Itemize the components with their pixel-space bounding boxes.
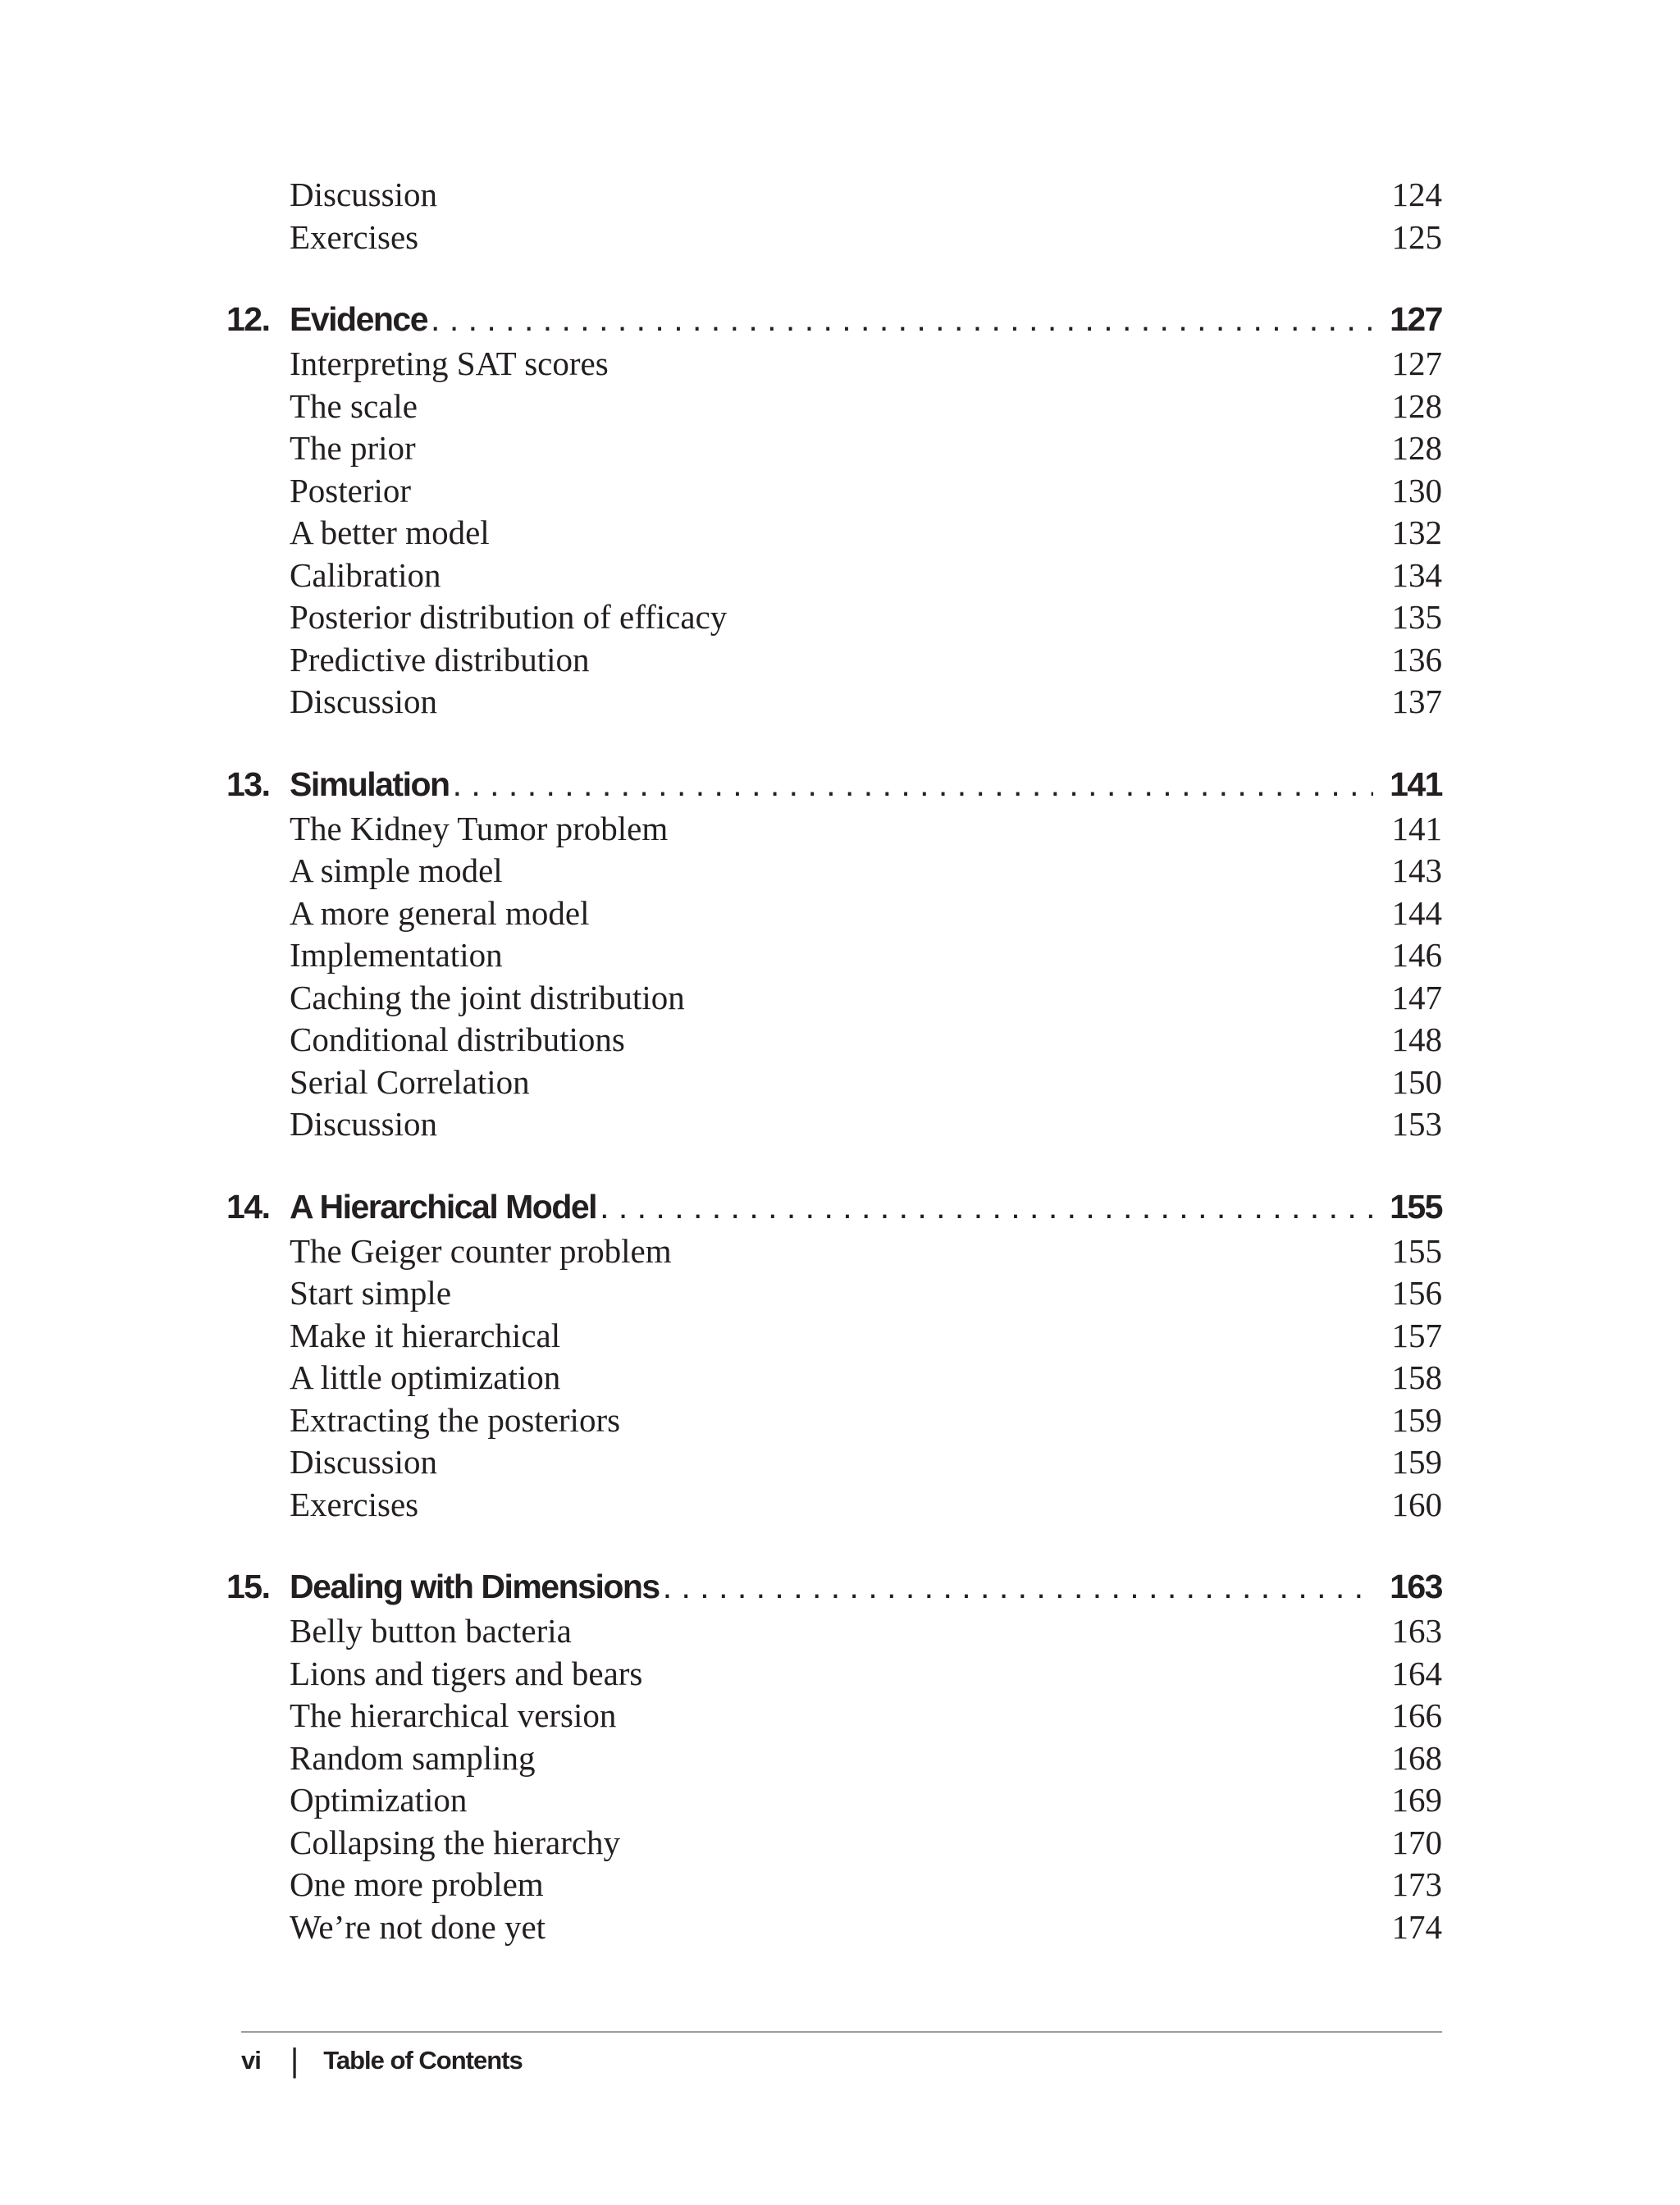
chapter-group <box>226 1183 1442 1527</box>
section-page-number: 147 <box>1391 978 1442 1016</box>
section-title: Serial Correlation <box>290 1062 530 1101</box>
toc-section-entry[interactable] <box>226 427 1442 470</box>
section-title: Posterior <box>290 471 412 509</box>
toc-chapter-entry[interactable] <box>226 295 1442 343</box>
section-title: We’re not done yet <box>290 1907 546 1946</box>
chapter-number: 14. <box>226 1187 270 1226</box>
toc-chapter-entry[interactable] <box>226 1563 1442 1610</box>
section-title: The scale <box>290 386 418 425</box>
chapter-title: Simulation <box>290 765 450 803</box>
section-title: Optimization <box>290 1781 468 1819</box>
chapter-page-number: 127 <box>1390 300 1442 338</box>
section-page-number: 155 <box>1391 1231 1442 1270</box>
toc-section-entry[interactable] <box>226 470 1442 513</box>
section-page-number: 156 <box>1391 1274 1442 1312</box>
toc-section-entry[interactable] <box>226 1399 1442 1442</box>
section-page-number: 166 <box>1391 1696 1442 1734</box>
section-title: Start simple <box>290 1274 452 1312</box>
chapter-page-number: 163 <box>1390 1568 1442 1605</box>
dot-leader <box>450 760 1374 808</box>
chapter-number: 15. <box>226 1568 270 1605</box>
toc-section-entry[interactable] <box>226 1272 1442 1315</box>
section-page-number: 157 <box>1391 1316 1442 1354</box>
table-of-contents <box>226 174 1442 1948</box>
section-title: Lions and tigers and bears <box>290 1654 643 1692</box>
section-page-number: 163 <box>1391 1612 1442 1650</box>
chapter-group <box>226 1563 1442 1948</box>
toc-section-entry[interactable] <box>226 1737 1442 1780</box>
section-title: Discussion <box>290 682 437 720</box>
toc-section-entry[interactable] <box>226 1315 1442 1358</box>
toc-section-entry[interactable] <box>226 1019 1442 1061</box>
section-title: One more problem <box>290 1865 544 1903</box>
section-page-number: 134 <box>1391 555 1442 594</box>
section-title: Make it hierarchical <box>290 1316 561 1354</box>
toc-section-entry[interactable] <box>226 174 1442 217</box>
section-page-number: 136 <box>1391 640 1442 678</box>
section-page-number: 169 <box>1391 1781 1442 1819</box>
toc-section-entry[interactable] <box>226 808 1442 851</box>
section-title: A simple model <box>290 851 503 889</box>
toc-section-entry[interactable] <box>226 892 1442 935</box>
toc-section-entry[interactable] <box>226 1061 1442 1104</box>
toc-section-entry[interactable] <box>226 639 1442 682</box>
section-page-number: 159 <box>1391 1400 1442 1439</box>
section-page-number: 153 <box>1391 1105 1442 1143</box>
section-title: The prior <box>290 429 416 467</box>
toc-section-entry[interactable] <box>226 977 1442 1020</box>
section-title: The Geiger counter problem <box>290 1231 672 1270</box>
toc-section-entry[interactable] <box>226 1779 1442 1822</box>
section-page-number: 146 <box>1391 936 1442 974</box>
toc-section-entry[interactable] <box>226 681 1442 724</box>
section-page-number: 150 <box>1391 1062 1442 1101</box>
section-page-number: 135 <box>1391 598 1442 636</box>
toc-section-entry[interactable] <box>226 1906 1442 1949</box>
section-title: Exercises <box>290 1485 419 1523</box>
dot-leader <box>596 1183 1373 1230</box>
toc-section-entry[interactable] <box>226 1230 1442 1273</box>
section-page-number: 148 <box>1391 1020 1442 1058</box>
section-page-number: 137 <box>1391 682 1442 720</box>
section-title: Implementation <box>290 936 503 974</box>
section-page-number: 144 <box>1391 893 1442 932</box>
footer-running-title: Table of Contents <box>323 2046 523 2075</box>
toc-section-entry[interactable] <box>226 1653 1442 1696</box>
section-title: Random sampling <box>290 1738 536 1777</box>
section-page-number: 173 <box>1391 1865 1442 1903</box>
footer-page-number: vi <box>241 2046 261 2075</box>
chapter-number: 12. <box>226 300 270 338</box>
toc-section-entry[interactable] <box>226 1484 1442 1527</box>
chapter-page-number: 155 <box>1390 1187 1442 1226</box>
section-title: A little optimization <box>290 1358 561 1396</box>
toc-section-entry[interactable] <box>226 1610 1442 1653</box>
chapter-title: Evidence <box>290 300 428 338</box>
section-title: A more general model <box>290 893 590 932</box>
toc-section-entry[interactable] <box>226 555 1442 597</box>
chapter-title: A Hierarchical Model <box>290 1187 597 1226</box>
toc-chapter-entry[interactable] <box>226 1183 1442 1230</box>
toc-section-entry[interactable] <box>226 1822 1442 1865</box>
page-footer <box>241 2040 523 2081</box>
chapter-title: Dealing with Dimensions <box>290 1568 660 1605</box>
footer-rule <box>241 2031 1442 2033</box>
toc-section-entry[interactable] <box>226 1103 1442 1146</box>
section-title: The hierarchical version <box>290 1696 617 1734</box>
toc-section-entry[interactable] <box>226 343 1442 386</box>
section-title: Predictive distribution <box>290 640 590 678</box>
toc-section-entry[interactable] <box>226 217 1442 259</box>
dot-leader <box>660 1563 1373 1610</box>
section-page-number: 128 <box>1391 429 1442 467</box>
section-page-number: 160 <box>1391 1485 1442 1523</box>
chapter-group <box>226 760 1442 1146</box>
section-page-number: 143 <box>1391 851 1442 889</box>
leading-sections <box>226 174 1442 258</box>
section-title: Posterior distribution of efficacy <box>290 598 728 636</box>
toc-section-entry[interactable] <box>226 1695 1442 1737</box>
toc-chapter-entry[interactable] <box>226 760 1442 808</box>
section-page-number: 125 <box>1391 217 1442 256</box>
toc-section-entry[interactable] <box>226 934 1442 977</box>
section-page-number: 168 <box>1391 1738 1442 1777</box>
section-page-number: 124 <box>1391 176 1442 213</box>
section-page-number: 174 <box>1391 1907 1442 1946</box>
section-title: Conditional distributions <box>290 1020 625 1058</box>
footer-separator: | <box>290 2042 299 2079</box>
section-page-number: 132 <box>1391 514 1442 551</box>
section-page-number: 170 <box>1391 1823 1442 1861</box>
toc-section-entry[interactable] <box>226 1864 1442 1906</box>
section-page-number: 164 <box>1391 1654 1442 1692</box>
section-title: Interpreting SAT scores <box>290 345 609 382</box>
toc-section-entry[interactable] <box>226 850 1442 892</box>
section-page-number: 130 <box>1391 471 1442 509</box>
chapter-group <box>226 295 1442 724</box>
toc-section-entry[interactable] <box>226 1357 1442 1399</box>
section-page-number: 158 <box>1391 1358 1442 1396</box>
section-title: Discussion <box>290 176 437 213</box>
toc-section-entry[interactable] <box>226 386 1442 428</box>
section-page-number: 128 <box>1391 386 1442 425</box>
section-title: Exercises <box>290 217 419 256</box>
chapter-number: 13. <box>226 765 270 803</box>
section-title: The Kidney Tumor problem <box>290 809 669 847</box>
section-title: A better model <box>290 514 490 551</box>
section-page-number: 127 <box>1391 345 1442 382</box>
toc-section-entry[interactable] <box>226 1441 1442 1484</box>
toc-section-entry[interactable] <box>226 512 1442 555</box>
chapter-page-number: 141 <box>1390 765 1442 803</box>
section-title: Extracting the posteriors <box>290 1400 621 1439</box>
chapter-list <box>226 295 1442 1948</box>
section-title: Belly button bacteria <box>290 1612 572 1650</box>
section-page-number: 159 <box>1391 1443 1442 1481</box>
section-title: Caching the joint distribution <box>290 978 685 1016</box>
section-title: Calibration <box>290 555 441 594</box>
section-title: Discussion <box>290 1105 437 1143</box>
toc-section-entry[interactable] <box>226 596 1442 639</box>
section-page-number: 141 <box>1391 809 1442 847</box>
section-title: Discussion <box>290 1443 437 1481</box>
section-title: Collapsing the hierarchy <box>290 1823 621 1861</box>
dot-leader <box>427 295 1373 343</box>
